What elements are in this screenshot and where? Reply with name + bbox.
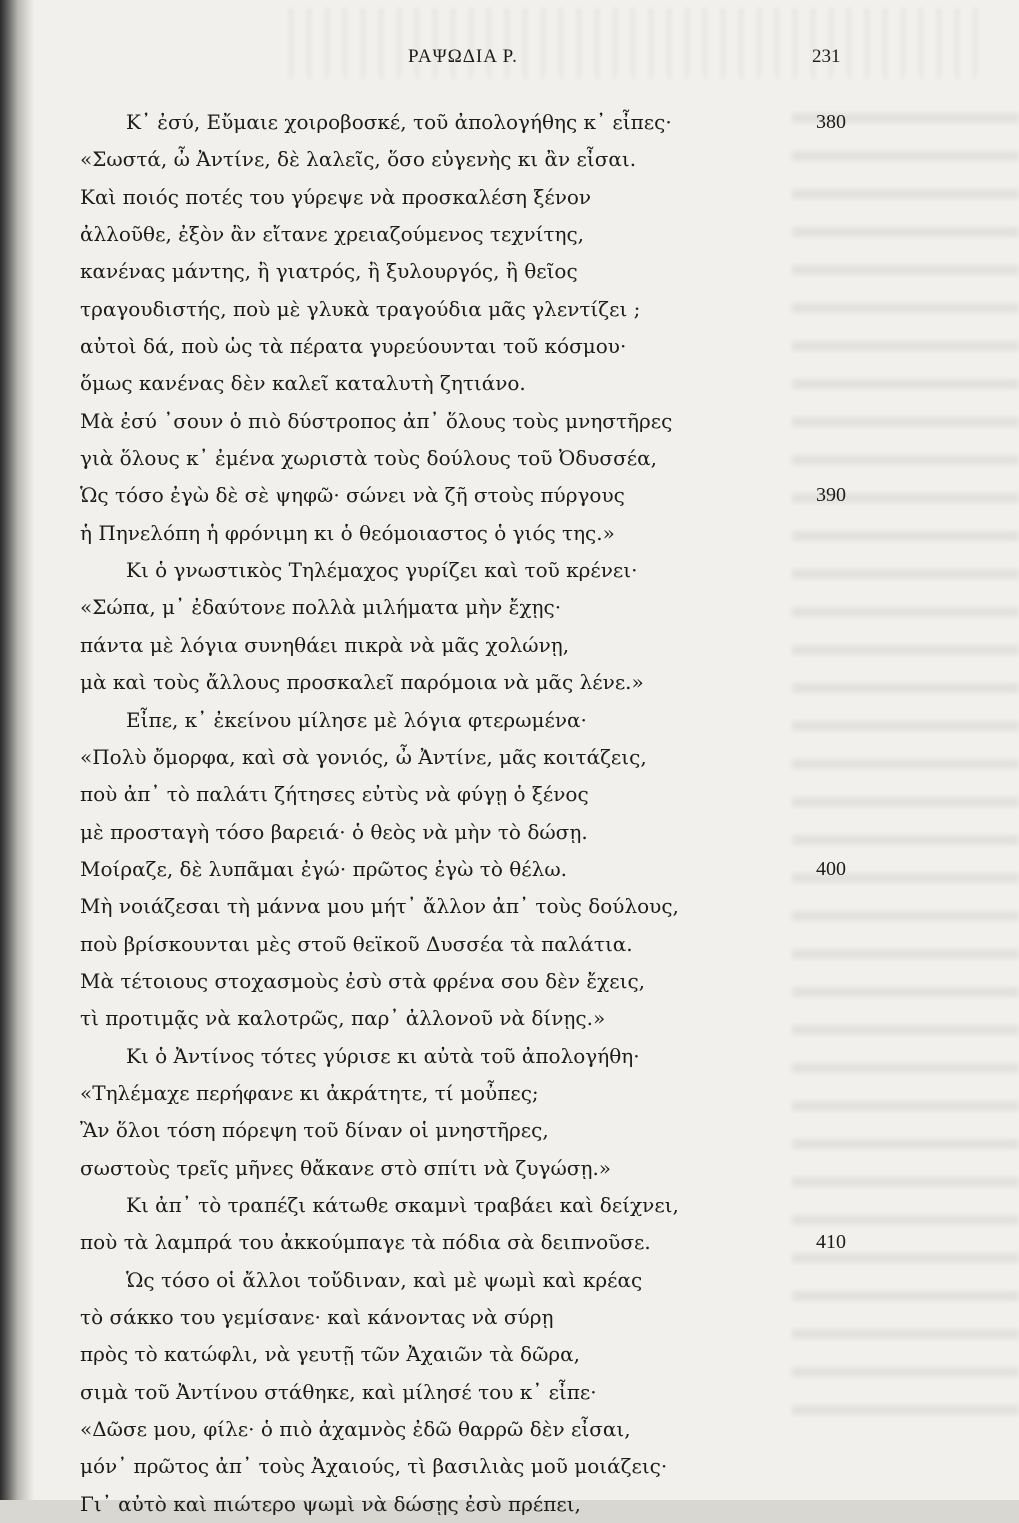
verse-text: «Σωστά, ὦ Ἀντίνε, δὲ λαλεῖς, ὅσο εὐγενὴς κι ἂν εἶσαι.	[80, 147, 637, 172]
verse-line	[80, 1486, 870, 1523]
verse-line	[80, 515, 870, 552]
verse-text: ἀλλοῦθε, ἐξὸν ἂν εἴτανε χρειαζούμενος τεχνίτης,	[80, 222, 585, 247]
verse-text: μὲ προσταγὴ τόσο βαρειά· ὁ θεὸς νὰ μὴν τὸ δώσῃ.	[80, 819, 588, 844]
verse-text: Μὰ ἐσύ ᾽σουν ὁ πιὸ δύστροπος ἀπ᾽ ὅλους τοὺς μνηστῆρες	[80, 408, 673, 433]
verse-text: ποὺ ἀπ᾽ τὸ παλάτι ζήτησες εὐτὺς νὰ φύγῃ ὁ ξένος	[80, 782, 589, 807]
verse-line	[80, 141, 870, 178]
verse-text: Κι ὁ Ἀντίνος τότες γύρισε κι αὐτὰ τοῦ ἀπολογήθη·	[126, 1043, 640, 1068]
verse-line	[80, 1262, 870, 1299]
verse-text: κανένας μάντης, ἢ γιατρός, ἢ ξυλουργός, ἢ θεῖος	[80, 259, 578, 284]
running-header	[0, 46, 1019, 76]
verse-line	[80, 1075, 870, 1112]
verse-line	[80, 851, 870, 888]
verse-line	[80, 1038, 870, 1075]
line-number: 410	[816, 1231, 846, 1254]
verse-line	[80, 1112, 870, 1149]
verse-text: Μοίραζε, δὲ λυπᾶμαι ἐγώ· πρῶτος ἐγὼ τὸ θέλω.	[80, 856, 568, 881]
verse-line	[80, 926, 870, 963]
verse-text: Ὡς τόσο οἱ ἄλλοι τοὔδιναν, καὶ μὲ ψωμὶ καὶ κρέας	[126, 1267, 643, 1292]
verse-line	[80, 440, 870, 477]
verse-line	[80, 814, 870, 851]
verse-line	[80, 739, 870, 776]
verse-line	[80, 1224, 870, 1261]
verse-line	[80, 291, 870, 328]
verse-line	[80, 664, 870, 701]
verse-line	[80, 1000, 870, 1037]
verse-line	[80, 1299, 870, 1336]
verse-text: Ὡς τόσο ἐγὼ δὲ σὲ ψηφῶ· σώνει νὰ ζῆ στοὺς πύργους	[80, 483, 625, 508]
verse-text: τραγουδιστής, ποὺ μὲ γλυκὰ τραγούδια μᾶς γλεντίζει ;	[80, 296, 641, 321]
verse-text: αὐτοὶ δά, ποὺ ὡς τὰ πέρατα γυρεύουνται τοῦ κόσμου·	[80, 334, 627, 359]
verse-line	[80, 963, 870, 1000]
verse-text: Εἶπε, κ᾽ ἐκείνου μίλησε μὲ λόγια φτερωμένα·	[126, 707, 587, 732]
line-number: 400	[816, 857, 846, 880]
verse-text: Καὶ ποιός ποτές του γύρεψε νὰ προσκαλέση ξένον	[80, 184, 592, 209]
verse-text: τὶ προτιμᾷς νὰ καλοτρῶς, παρ᾽ ἀλλονοῦ νὰ δίνῃς.»	[80, 1006, 606, 1031]
verse-line	[80, 1150, 870, 1187]
verse-text: Κι ἀπ᾽ τὸ τραπέζι κάτωθε σκαμνὶ τραβάει καὶ δείχνει,	[126, 1192, 679, 1217]
verse-text: Μὰ τέτοιους στοχασμοὺς ἐσὺ στὰ φρένα σου δὲν ἔχεις,	[80, 968, 645, 993]
binding-shadow	[0, 0, 34, 1500]
verse-text: μόν᾽ πρῶτος ἀπ᾽ τοὺς Ἀχαιούς, τὶ βασιλιὰς μοῦ μοιάζεις·	[80, 1454, 668, 1479]
verse-text: ἡ Πηνελόπη ἡ φρόνιμη κι ὁ θεόμοιαστος ὁ γιός της.»	[80, 520, 615, 545]
verse-line	[80, 1411, 870, 1448]
verse-line	[80, 776, 870, 813]
verse-line	[80, 888, 870, 925]
verse-line	[80, 403, 870, 440]
verse-text: ποὺ βρίσκουνται μὲς στοῦ θεϊκοῦ Δυσσέα τὰ παλάτια.	[80, 931, 633, 956]
verse-line	[80, 1448, 870, 1485]
verse-line	[80, 253, 870, 290]
poem-text	[80, 104, 870, 1523]
verse-text: Ἂν ὅλοι τόση πόρεψη τοῦ δίναν οἱ μνηστῆρες,	[80, 1118, 549, 1143]
verse-text: «Σώπα, μ᾽ ἐδαύτονε πολλὰ μιλήματα μὴν ἔχῃς·	[80, 595, 562, 620]
verse-text: Κι ὁ γνωστικὸς Τηλέμαχος γυρίζει καὶ τοῦ κρένει·	[126, 558, 638, 583]
verse-text: ὅμως κανένας δὲν καλεῖ καταλυτὴ ζητιάνο.	[80, 371, 526, 396]
verse-text: τὸ σάκκο του γεμίσανε· καὶ κάνοντας νὰ σύρῃ	[80, 1305, 554, 1329]
verse-line	[80, 552, 870, 589]
page-number: 231	[812, 46, 841, 67]
verse-text: «Τηλέμαχε περήφανε κι ἀκράτητε, τί μοὖπες;	[80, 1080, 539, 1105]
verse-line	[80, 1374, 870, 1411]
verse-text: γιὰ ὅλους κ᾽ ἐμένα χωριστὰ τοὺς δούλους τοῦ Ὀδυσσέα,	[80, 446, 657, 471]
verse-line	[80, 702, 870, 739]
verse-text: πρὸς τὸ κατώφλι, νὰ γευτῇ τῶν Ἀχαιῶν τὰ δῶρα,	[80, 1342, 580, 1367]
verse-line	[80, 589, 870, 626]
verse-text: σιμὰ τοῦ Ἀντίνου στάθηκε, καὶ μίλησέ του κ᾽ εἶπε·	[80, 1379, 597, 1404]
verse-line	[80, 179, 870, 216]
verse-line	[80, 328, 870, 365]
verse-text: ποὺ τὰ λαμπρά του ἀκκούμπαγε τὰ πόδια σὰ δειπνοῦσε.	[80, 1230, 651, 1255]
verse-line	[80, 1187, 870, 1224]
verse-text: σωστοὺς τρεῖς μῆνες θἄκανε στὸ σπίτι νὰ ζυγώσῃ.»	[80, 1155, 612, 1180]
verse-line	[80, 104, 870, 141]
verse-text: «Δῶσε μου, φίλε· ὁ πιὸ ἀχαμνὸς ἐδῶ θαρρῶ δὲν εἶσαι,	[80, 1417, 631, 1442]
line-number: 380	[816, 111, 846, 133]
verse-text: Μὴ νοιάζεσαι τὴ μάννα μου μήτ᾽ ἄλλον ἀπ᾽ τοὺς δούλους,	[80, 894, 679, 919]
verse-line	[80, 627, 870, 664]
chapter-title: ΡΑΨΩΔΙΑ Ρ.	[408, 46, 518, 67]
verse-line	[80, 216, 870, 253]
verse-text: «Πολὺ ὄμορφα, καὶ σὰ γονιός, ὦ Ἀντίνε, μᾶς κοιτάζεις,	[80, 744, 647, 769]
verse-text: Γι᾽ αὐτὸ καὶ πιώτερο ψωμὶ νὰ δώσῃς ἐσὺ πρέπει,	[80, 1491, 581, 1516]
verse-text: μὰ καὶ τοὺς ἄλλους προσκαλεῖ παρόμοια νὰ μᾶς λένε.»	[80, 670, 644, 695]
verse-line	[80, 365, 870, 402]
verse-text: Κ᾽ ἐσύ, Εὔμαιε χοιροβοσκέ, τοῦ ἀπολογήθης κ᾽ εἶπες·	[126, 110, 672, 134]
line-number: 390	[816, 484, 846, 507]
verse-line	[80, 1336, 870, 1373]
verse-text: πάντα μὲ λόγια συνηθάει πικρὰ νὰ μᾶς χολώνῃ,	[80, 632, 570, 657]
verse-line	[80, 477, 870, 514]
